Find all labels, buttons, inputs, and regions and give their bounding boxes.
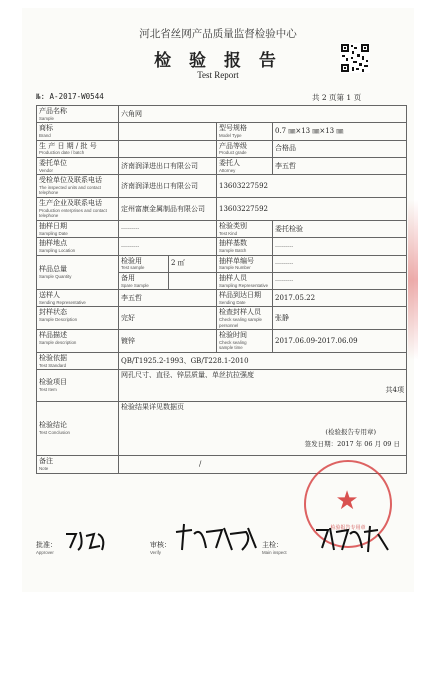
table-row [37,123,407,140]
field-label: 检查封样人员 Check sealing sample personnel [217,307,273,330]
seal-state-value: 完好 [119,307,217,330]
table-row [37,157,407,174]
verify-label: 审核： Verify [150,541,171,555]
table-row [37,370,407,402]
field-label: 抽样基数 Sample Batch [217,238,273,255]
seal-text: 检验报告专用章 [330,525,366,531]
side-seal-edge [408,200,418,360]
table-row [37,238,407,255]
test-item-count: 共4项 [385,385,404,394]
sample-batch-value: --------- [273,238,407,255]
production-unit-name: 定州富康金属制品有限公司 [119,198,217,221]
field-label: 检验项目 Test Item [37,370,119,402]
sampling-location-value: --------- [119,238,217,255]
inspected-unit-name: 济南润泽进出口有限公司 [119,175,217,198]
product-grade-value: 合格品 [273,140,407,157]
production-unit-phone: 13603227592 [217,198,407,221]
inspector-label: 主检： Main inspect [262,541,287,555]
report-table [36,105,407,474]
table-row [37,255,407,272]
report-page [22,8,414,592]
field-label: 检验依据 Test Standard [37,352,119,369]
inspected-unit-phone: 13603227592 [217,175,407,198]
test-item-value: 网孔尺寸、直径、锌层质量、单丝抗拉强度 [121,371,254,379]
field-label: 检验类别 Test Kind [217,221,273,238]
sending-rep-value: 李五哲 [119,290,217,307]
table-row [37,221,407,238]
conclusion-cell [119,402,407,456]
qr-code-icon [340,43,370,73]
report-subtitle: Test Report [197,70,239,80]
page-info: 共 2 页第 1 页 [312,93,362,102]
field-label: 备注 Note [37,456,119,474]
sending-date-value: 2017.05.22 [273,290,407,307]
table-row [37,352,407,369]
conclusion-value: 检验结果详见数据页 [121,403,184,411]
stamp-note: (检验报告专用章) [325,428,376,436]
sampling-rep-value: --------- [273,272,407,289]
field-label: 生 产 日 期 / 批 号 Production date / batch [37,140,119,157]
field-label: 委托单位 Vendor [37,157,119,174]
sample-number-value: --------- [273,255,407,272]
field-label: 检验时间 Check sealing sample time [217,330,273,353]
approver-signature [62,528,110,554]
field-label: 委托人 Attorney [217,157,273,174]
spare-sample-value [169,272,217,289]
field-label: 抽样单编号 Sample Number [217,255,273,272]
field-label: 抽样日期 Sampling Date [37,221,119,238]
table-row [37,307,407,330]
field-label: 样品描述 Sample description [37,330,119,353]
standard-value: QB/T1925.2-1993、GB/T228.1-2010 [119,352,407,369]
check-time-value: 2017.06.09-2017.06.09 [273,330,407,353]
table-row [37,330,407,353]
field-label: 样品到达日期 Sending Date [217,290,273,307]
sample-name-value: 六角网 [119,106,407,123]
field-label: 封样状态 Sample Description [37,307,119,330]
field-label: 产品名称 Sample [37,106,119,123]
table-row [37,402,407,456]
field-label: 商标 Brand [37,123,119,140]
field-label: 送样人 Sending Representative [37,290,119,307]
report-number: №: A-2017-W0544 [36,92,104,101]
verify-signature [172,522,262,554]
table-row [37,106,407,123]
model-type-value: 0.7 ㎜×13 ㎜×13 ㎜ [273,123,407,140]
test-sample-value: 2 ㎡ [169,255,217,272]
brand-value [119,123,217,140]
vendor-value: 济南润泽进出口有限公司 [119,157,217,174]
report-title: 检 验 报 告 [154,51,282,71]
field-label: 抽样人员 Sampling Representative [217,272,273,289]
table-row [37,140,407,157]
sampling-date-value: --------- [119,221,217,238]
attorney-value: 李五哲 [273,157,407,174]
sample-desc-value: 镀锌 [119,330,217,353]
field-label: 型号规格 Model Type [217,123,273,140]
production-date-value [119,140,217,157]
field-label: 检验用 Test sample [119,255,169,272]
field-label: 产品等级 Product grade [217,140,273,157]
star-icon: ★ [335,486,359,516]
test-item-cell [119,370,407,402]
inspector-signature [312,524,392,554]
approver-label: 批准： Approver [36,541,57,555]
issue-date: 签发日期：2017 年 06 月 09 日 [304,440,400,448]
field-label: 受检单位及联系电话 The inspected units and contact telephone [37,175,119,198]
seal-person-value: 张静 [273,307,407,330]
field-label: 抽样地点 Sampling Location [37,238,119,255]
table-row [37,290,407,307]
note-value: / [119,456,407,474]
field-label: 样品总量 Sample Quantity [37,255,119,290]
field-label: 备用 Spare Sample [119,272,169,289]
test-kind-value: 委托检验 [273,221,407,238]
table-row [37,175,407,198]
table-row [37,198,407,221]
field-label: 检验结论 Test Conclusion [37,402,119,456]
field-label: 生产企业及联系电话 Production enterprises and contact telephone [37,198,119,221]
organization-name: 河北省丝网产品质量监督检验中心 [139,28,297,40]
